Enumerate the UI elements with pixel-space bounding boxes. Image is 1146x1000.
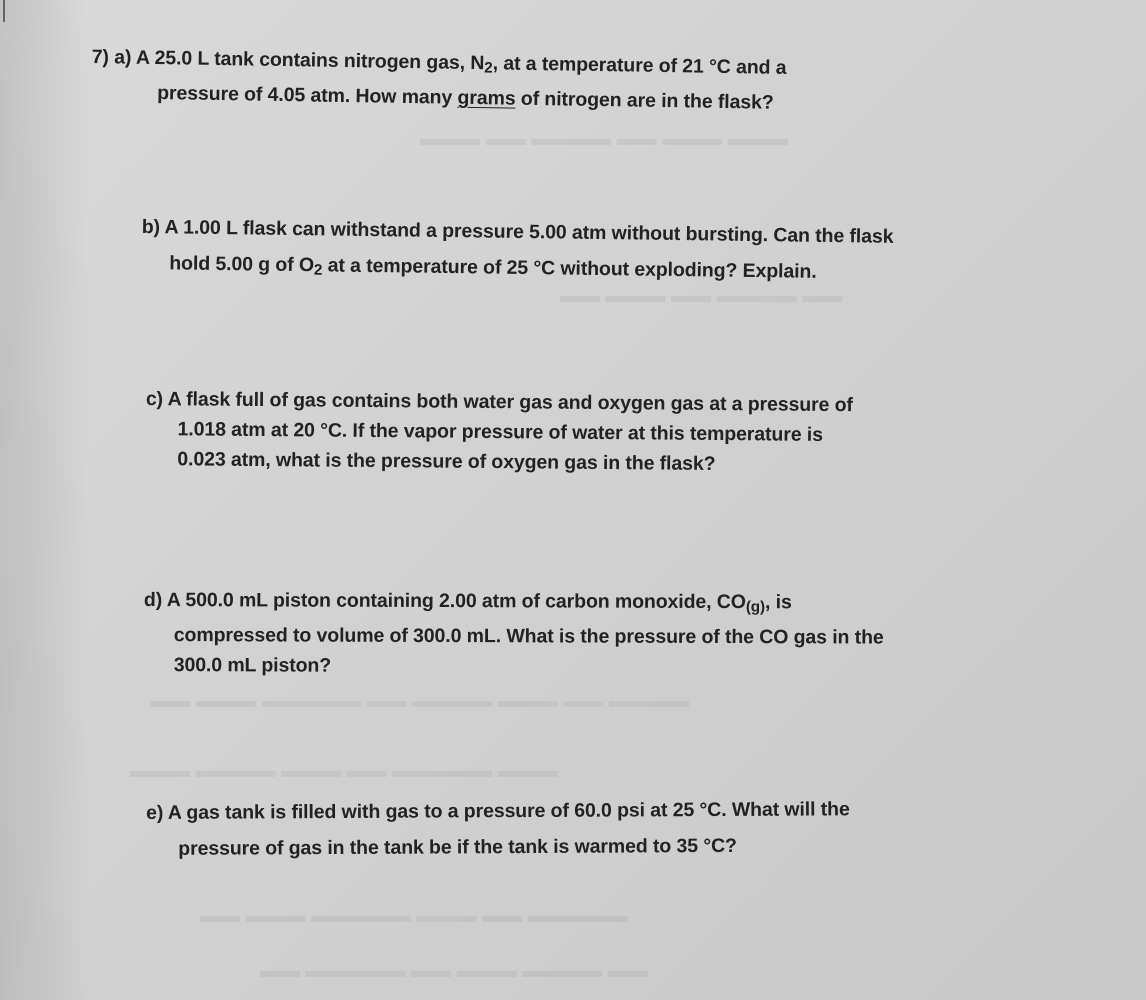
question-7b-text-1: A 1.00 L flask can withstand a pressure 5.00 atm without bursting. Can the flask — [164, 216, 894, 248]
question-7b — [141, 212, 894, 293]
subscript-2: 2 — [313, 261, 323, 279]
grams-underlined: grams — [457, 87, 516, 111]
question-7e-line-1 — [146, 794, 850, 828]
question-7d-line-3 — [144, 650, 884, 683]
question-7a-text-1: A 25.0 L tank contains nitrogen gas, N — [135, 46, 485, 75]
question-7c-line-3 — [145, 444, 852, 480]
bleed-through: ▬▬ ▬▬▬▬ ▬▬▬ ▬▬ ▬▬▬▬▬ ▬▬ — [260, 960, 648, 982]
question-7a-text-2b: of nitrogen are in the flask? — [515, 88, 774, 115]
page-corner-mark — [0, 0, 30, 40]
question-label: b) — [141, 215, 161, 239]
question-7e-text-1: A gas tank is filled with gas to a pressure of 60.0 psi at 25 °C. What will the — [167, 798, 850, 824]
bleed-through: ▬▬▬ ▬▬▬▬▬ ▬▬ ▬▬▬ ▬▬▬▬ ▬▬▬ — [130, 760, 558, 782]
question-7d-line-2 — [144, 620, 884, 653]
question-7e-line-2 — [146, 830, 850, 864]
question-7d-text-3: 300.0 mL piston? — [173, 654, 332, 677]
question-7b-text-2: hold 5.00 g of O — [169, 252, 315, 277]
question-7a — [91, 42, 787, 118]
question-label: e) — [146, 801, 164, 824]
question-7d-line-1 — [144, 585, 884, 623]
question-7c — [145, 384, 853, 480]
question-7c-text-2: 1.018 atm at 20 °C. If the vapor pressure of water at this temperature is — [177, 418, 824, 446]
subscript-2: 2 — [484, 59, 493, 77]
question-7b-line-2 — [141, 248, 893, 293]
question-7d-text-1: A 500.0 mL piston containing 2.00 atm of carbon monoxide, CO — [166, 589, 746, 614]
question-7d-text-1b: , is — [764, 591, 792, 614]
question-label: c) — [145, 387, 164, 411]
question-7a-text-2: pressure of 4.05 atm. How many — [157, 82, 458, 110]
question-7e — [146, 794, 850, 864]
question-7b-text-2b: at a temperature of 25 °C without exploding? Explain. — [322, 254, 817, 283]
question-7d — [144, 585, 884, 683]
subscript-g: (g) — [745, 598, 766, 616]
bleed-through: ▬▬▬▬ ▬▬ ▬▬▬ ▬▬▬▬ ▬▬ ▬▬▬▬▬ ▬▬▬ ▬▬ — [150, 690, 689, 712]
question-7c-text-3: 0.023 atm, what is the pressure of oxygen gas in the flask? — [177, 448, 716, 475]
question-7c-text-1: A flask full of gas contains both water gas and oxygen gas at a pressure of — [167, 388, 853, 417]
question-label: d) — [143, 589, 163, 612]
bleed-through: ▬▬ ▬▬▬▬ ▬▬ ▬▬▬ ▬▬ — [560, 285, 843, 307]
question-7d-text-2: compressed to volume of 300.0 mL. What is the pressure of the CO gas in the — [173, 624, 884, 649]
question-number: 7) a) — [91, 45, 132, 69]
question-7b-line-1 — [142, 212, 894, 252]
bleed-through: ▬▬▬ ▬▬▬ ▬▬ ▬▬▬▬ ▬▬ ▬▬▬ — [420, 128, 788, 150]
question-7e-text-2: pressure of gas in the tank be if the tank is warmed to 35 °C? — [178, 834, 737, 860]
page-shadow — [0, 0, 90, 1000]
bleed-through: ▬▬▬▬▬ ▬▬ ▬▬▬ ▬▬▬▬▬ ▬▬▬ ▬▬ — [200, 905, 628, 927]
question-7a-text-1b: , at a temperature of 21 °C and a — [492, 52, 787, 79]
